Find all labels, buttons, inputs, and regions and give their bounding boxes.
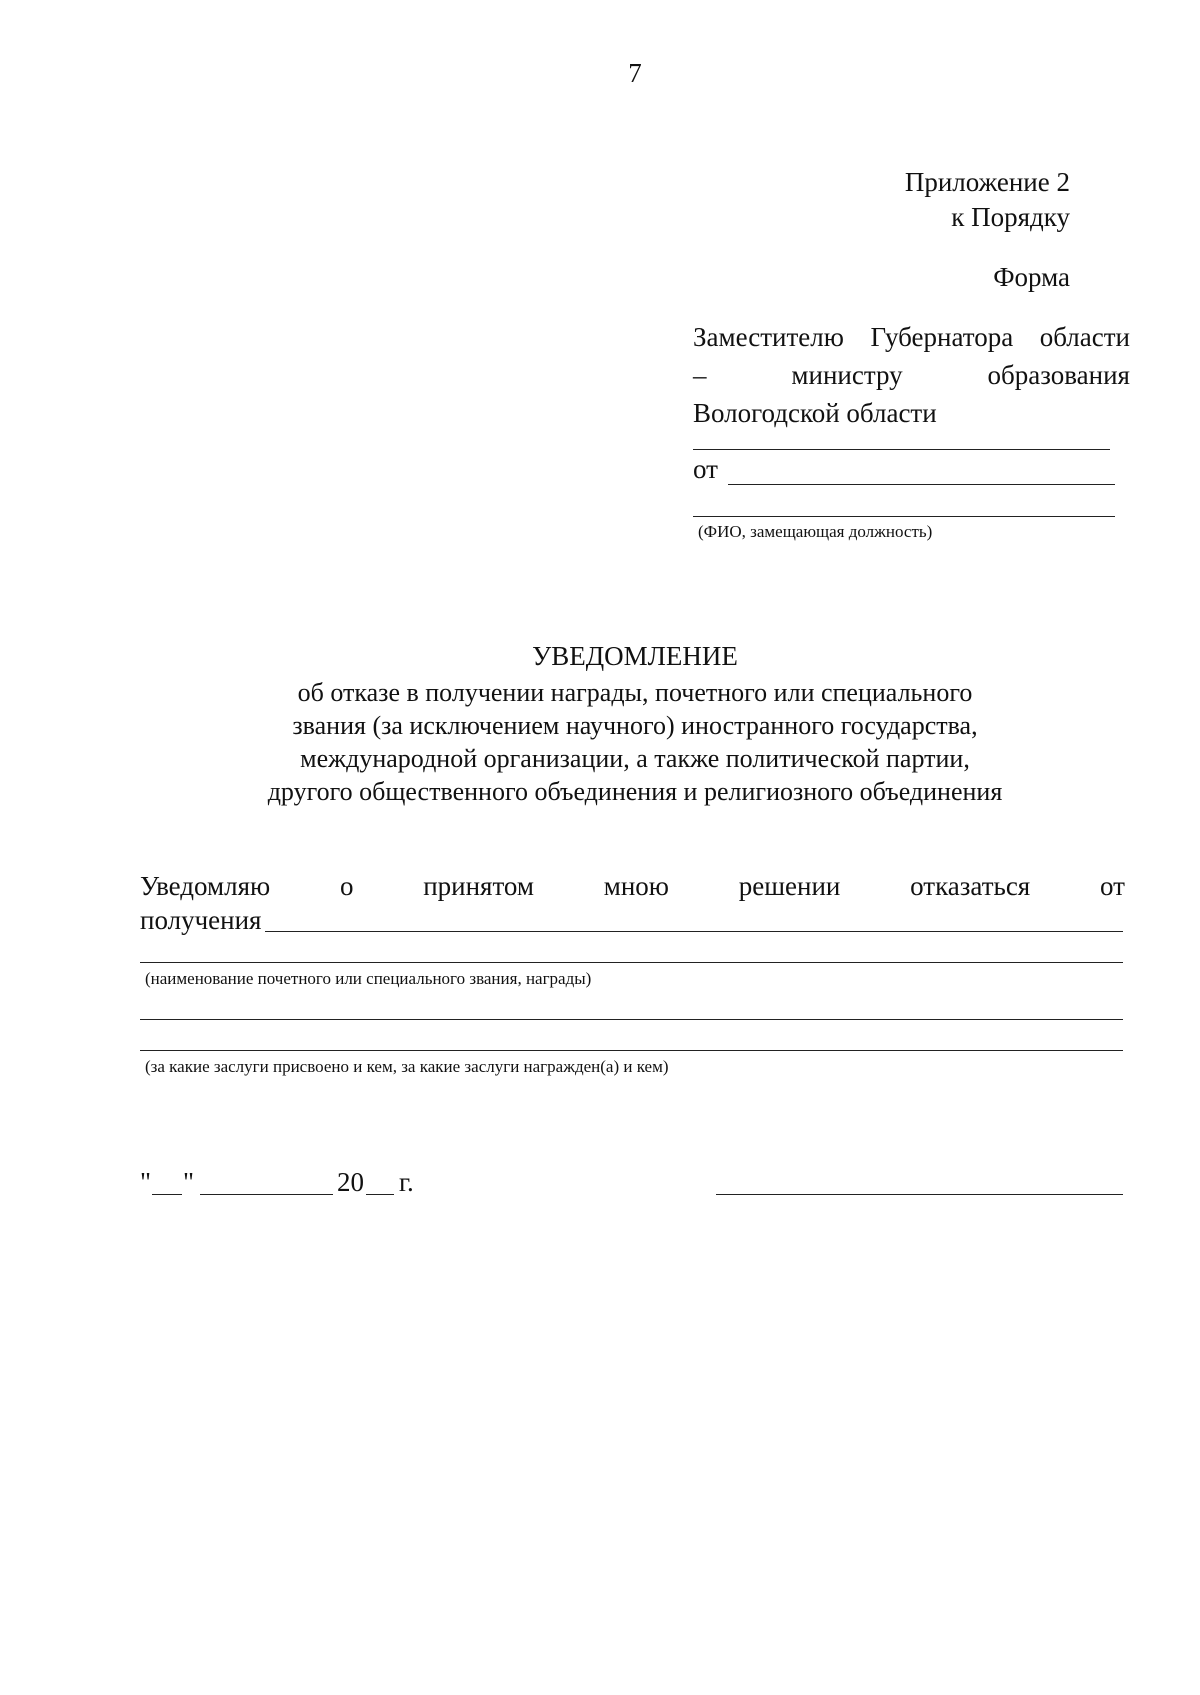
document-title: УВЕДОМЛЕНИЕ bbox=[532, 641, 738, 671]
addressee-word-minister: министру bbox=[791, 360, 903, 390]
addressee-line-2 bbox=[693, 356, 1130, 394]
body-line-2-start: получения bbox=[140, 905, 262, 935]
addressee-blank-line-3[interactable] bbox=[693, 516, 1115, 517]
body-word-2: о bbox=[339, 871, 354, 901]
award-caption: (наименование почетного или специального звания, награды) bbox=[145, 969, 592, 988]
date-year-prefix: 20 bbox=[337, 1167, 364, 1197]
body-word-5: решении bbox=[738, 871, 841, 901]
order-reference: к Порядку bbox=[951, 202, 1070, 232]
addressee-word-education: образования bbox=[987, 360, 1130, 390]
addressee-block bbox=[693, 318, 1130, 432]
addressee-line-3: Вологодской области bbox=[693, 398, 937, 428]
subtitle-line-1: об отказе в получении награды, почетного или специального bbox=[297, 678, 973, 707]
subtitle-line-4: другого общественного объединения и религиозного объединения bbox=[267, 777, 1003, 806]
date-quote-close: " bbox=[183, 1167, 195, 1197]
addressee-blank-line-1[interactable] bbox=[693, 449, 1110, 450]
merits-caption: (за какие заслуги присвоено и кем, за какие заслуги награжден(а) и кем) bbox=[145, 1057, 669, 1076]
body-line-1 bbox=[140, 871, 1125, 902]
body-word-6: отказаться bbox=[910, 871, 1031, 901]
date-year-blank[interactable] bbox=[366, 1194, 394, 1195]
addressee-dash: – bbox=[693, 360, 707, 390]
body-word-1: Уведомляю bbox=[140, 871, 271, 901]
body-word-3: принятом bbox=[423, 871, 534, 901]
date-quote-open: " bbox=[140, 1167, 152, 1197]
from-label: от bbox=[693, 454, 718, 484]
form-label: Форма bbox=[993, 262, 1070, 292]
page-number: 7 bbox=[628, 58, 642, 88]
date-day-blank[interactable] bbox=[152, 1194, 182, 1195]
fio-caption: (ФИО, замещающая должность) bbox=[698, 522, 933, 541]
award-blank-line-2[interactable] bbox=[140, 962, 1123, 963]
merits-blank-line-2[interactable] bbox=[140, 1050, 1123, 1051]
subtitle-line-2: звания (за исключением научного) иностранного государства, bbox=[292, 711, 978, 740]
merits-blank-line-1[interactable] bbox=[140, 1019, 1123, 1020]
signature-blank-line[interactable] bbox=[716, 1194, 1123, 1195]
from-blank-line[interactable] bbox=[728, 484, 1115, 485]
date-year-suffix: г. bbox=[399, 1167, 414, 1197]
date-month-blank[interactable] bbox=[200, 1194, 333, 1195]
body-word-7: от bbox=[1100, 871, 1125, 901]
award-blank-line-1[interactable] bbox=[265, 931, 1123, 932]
addressee-text-1: Заместителю Губернатора области bbox=[693, 322, 1130, 352]
addressee-line-1 bbox=[693, 318, 1130, 356]
body-word-4: мною bbox=[603, 871, 669, 901]
subtitle-line-3: международной организации, а также политической партии, bbox=[300, 744, 970, 773]
appendix-label: Приложение 2 bbox=[904, 167, 1070, 197]
